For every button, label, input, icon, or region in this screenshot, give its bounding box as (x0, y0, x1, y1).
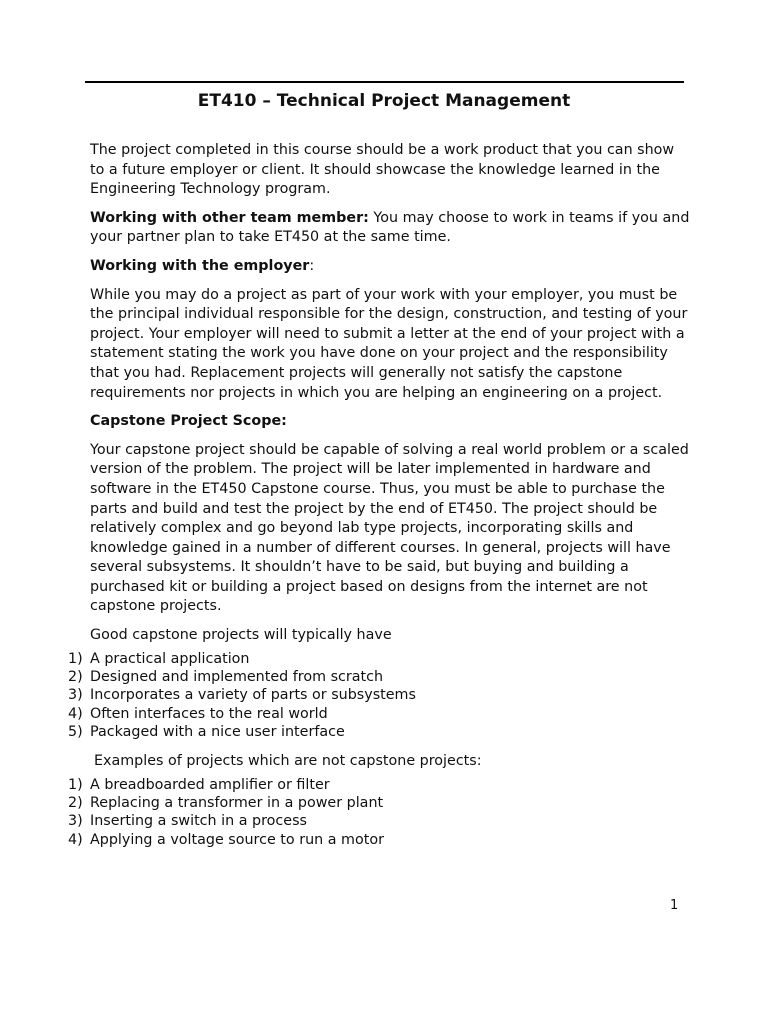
intro-paragraph: The project completed in this course should be a work product that you can show to a future employer or client. It should showcase the knowledge learned in the Engineering Technology program. (90, 142, 675, 198)
list-item (68, 812, 668, 830)
bad-projects-intro: Examples of projects which are not capstone projects: (94, 753, 482, 770)
list-item-text: Packaged with a nice user interface (90, 723, 345, 740)
team-paragraph (90, 209, 690, 248)
list-item-text: Inserting a switch in a process (90, 813, 307, 830)
list-item-number: 2) (68, 668, 83, 685)
list-item-number: 3) (68, 813, 83, 830)
page-number: 1 (670, 898, 679, 913)
list-item-number: 5) (68, 723, 83, 740)
list-item-number: 1) (68, 650, 83, 667)
list-item (68, 723, 668, 741)
list-item-number: 4) (68, 831, 83, 848)
header-rule (85, 81, 684, 83)
employer-heading-colon: : (309, 257, 315, 274)
good-projects-list (68, 650, 668, 741)
list-item-text: A practical application (90, 650, 250, 667)
document-body (68, 141, 690, 860)
list-item (68, 650, 668, 668)
bad-projects-list (68, 776, 668, 849)
list-item (68, 776, 668, 794)
list-item (68, 668, 668, 686)
list-item-number: 3) (68, 687, 83, 704)
list-item (68, 831, 668, 849)
list-item-text: Often interfaces to the real world (90, 705, 328, 722)
list-item-number: 1) (68, 776, 83, 793)
list-item-text: A breadboarded amplifier or filter (90, 776, 330, 793)
employer-paragraph: While you may do a project as part of your work with your employer, you must be the principal individual responsible for the design, construction, and testing of your project. Your employer will need to submit a letter at the end of your project with a statement stating the work you have done on your project and the responsibility that you had. Replacement projects will generally not satisfy the capstone requirements nor projects in which you are helping an engineering on a project. (90, 286, 688, 401)
list-item-number: 4) (68, 705, 83, 722)
document-title: ET410 – Technical Project Management (197, 91, 571, 111)
team-text: You may choose to work in teams if you and your partner plan to take ET450 at the same time. (90, 209, 690, 246)
list-item-number: 2) (68, 795, 83, 812)
list-item-text: Replacing a transformer in a power plant (90, 795, 384, 812)
employer-heading: Working with the employer (90, 257, 310, 274)
good-projects-intro: Good capstone projects will typically have (90, 627, 392, 644)
employer-heading-line (90, 257, 690, 277)
scope-heading: Capstone Project Scope: (90, 413, 287, 430)
team-heading: Working with other team member: (90, 209, 369, 226)
list-item-text: Designed and implemented from scratch (90, 668, 384, 685)
scope-paragraph: Your capstone project should be capable of solving a real world problem or a scaled version of the problem. The project will be later implemented in hardware and software in the ET450 Capstone course. Thus, you must be able to purchase the parts and build and test the project by the end of ET450. The project should be relatively complex and go beyond lab type projects, incorporating skills and knowledge gained in a number of different courses. In general, projects will have several subsystems. It shouldn’t have to be said, but buying and building a purchased kit or building a project based on designs from the internet are not capstone projects. (90, 441, 689, 615)
list-item-text: Incorporates a variety of parts or subsystems (90, 687, 416, 704)
list-item-text: Applying a voltage source to run a motor (90, 831, 384, 848)
list-item (68, 686, 668, 704)
list-item (68, 705, 668, 723)
list-item (68, 794, 668, 812)
